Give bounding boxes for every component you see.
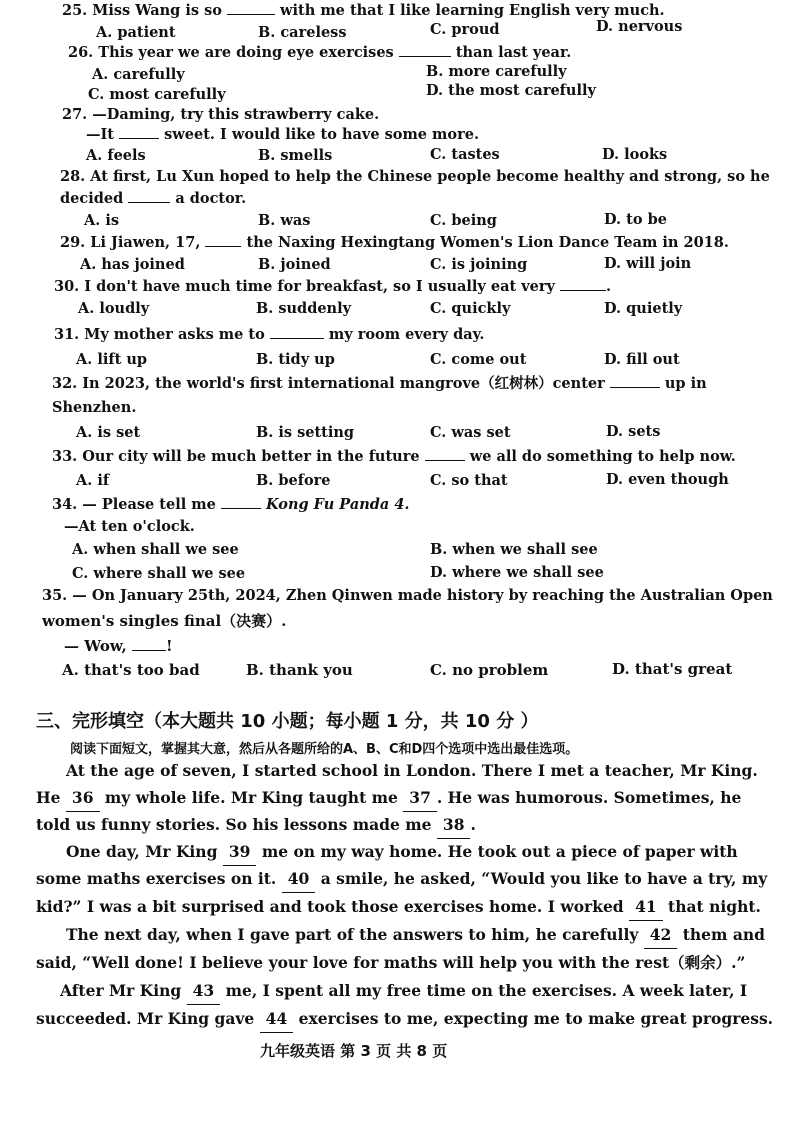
q32-stem-b: up in bbox=[664, 375, 707, 392]
q35-option-a: A. that's too bad bbox=[62, 661, 200, 679]
q29-option-c: C. is joining bbox=[430, 256, 528, 273]
q30-option-d: D. quietly bbox=[604, 300, 683, 317]
q28-stem-a: 28. At first, Lu Xun hoped to help the Chinese people become healthy and strong, so he bbox=[60, 168, 770, 185]
q33-option-b: B. before bbox=[256, 472, 331, 489]
q30-option-b: B. suddenly bbox=[256, 300, 352, 317]
q28-stem-b1: decided bbox=[60, 190, 124, 207]
q25-blank bbox=[227, 2, 275, 15]
q28-option-c: C. being bbox=[430, 212, 497, 229]
passage-text: me on my way home. He took out a piece of paper with bbox=[261, 842, 738, 861]
q31-option-b: B. tidy up bbox=[256, 351, 335, 368]
q35-option-c: C. no problem bbox=[430, 661, 549, 679]
q33-option-a: A. if bbox=[76, 472, 110, 489]
passage-line-8: said, “Well done! I believe your love for maths will help you with the rest（剩余）.” bbox=[36, 953, 746, 972]
q35-option-d: D. that's great bbox=[612, 660, 733, 678]
q26-blank bbox=[399, 44, 451, 57]
passage-text: succeeded. Mr King gave bbox=[36, 1009, 255, 1028]
passage-line-4 bbox=[66, 839, 738, 866]
q31-option-a: A. lift up bbox=[76, 351, 148, 368]
passage-text: a smile, he asked, “Would you like to have a try, my bbox=[320, 869, 768, 888]
passage-text: told us funny stories. So his lessons made me bbox=[36, 815, 432, 834]
q26-option-b: B. more carefully bbox=[426, 63, 567, 80]
q35-stem-c1: — Wow, bbox=[64, 637, 127, 655]
q29-stem bbox=[60, 234, 729, 252]
section-title: 三、完形填空（本大题共 10 小题；每小题 1 分，共 10 分 ） bbox=[36, 711, 539, 732]
page-footer: 九年级英语 第 3 页 共 8 页 bbox=[260, 1042, 448, 1060]
q25-stem-b: with me that I like learning English very much. bbox=[280, 2, 665, 19]
q32-option-a: A. is set bbox=[76, 424, 141, 441]
q28-option-a: A. is bbox=[84, 212, 120, 229]
passage-text: . bbox=[470, 815, 476, 834]
q35-stem-c2: ! bbox=[166, 637, 173, 655]
q35-option-b: B. thank you bbox=[246, 661, 353, 679]
q34-stem-a: 34. — Please tell me bbox=[52, 496, 216, 513]
q28-option-b: B. was bbox=[258, 212, 311, 229]
passage-line-9 bbox=[60, 978, 747, 1005]
passage-line-1: At the age of seven, I started school in London. There I met a teacher, Mr King. bbox=[66, 761, 758, 780]
q32-stem-a bbox=[52, 375, 707, 393]
q29-option-a: A. has joined bbox=[80, 256, 185, 273]
q29-option-b: B. joined bbox=[258, 256, 331, 273]
q26-option-d: D. the most carefully bbox=[426, 82, 596, 99]
q35-blank bbox=[132, 638, 166, 651]
q35-stem-c bbox=[64, 637, 173, 655]
passage-text: After Mr King bbox=[60, 981, 182, 1000]
q34-option-a: A. when shall we see bbox=[72, 541, 239, 558]
q27-stem-b bbox=[86, 126, 479, 144]
passage-line-3 bbox=[36, 812, 476, 839]
passage-text: my whole life. Mr King taught me bbox=[104, 788, 398, 807]
q31-option-c: C. come out bbox=[430, 351, 527, 368]
q29-stem-b: the Naxing Hexingtang Women's Lion Dance Team in 2018. bbox=[246, 234, 729, 251]
q29-option-d: D. will join bbox=[604, 255, 692, 272]
q31-stem-a: 31. My mother asks me to bbox=[54, 326, 265, 343]
blank-40: 40 bbox=[282, 866, 316, 893]
q30-stem-b: . bbox=[606, 278, 612, 295]
passage-text: . He was humorous. Sometimes, he bbox=[436, 788, 742, 807]
q35-stem-a: 35. — On January 25th, 2024, Zhen Qinwen made history by reaching the Australian Open bbox=[42, 587, 773, 604]
passage-text: me, I spent all my free time on the exercises. A week later, I bbox=[225, 981, 748, 1000]
blank-44: 44 bbox=[260, 1006, 294, 1033]
q32-option-b: B. is setting bbox=[256, 424, 355, 441]
q25-stem bbox=[62, 2, 665, 20]
q33-blank bbox=[425, 448, 465, 461]
q33-stem-a: 33. Our city will be much better in the future bbox=[52, 448, 420, 465]
q26-option-c: C. most carefully bbox=[88, 86, 226, 103]
passage-text: The next day, when I gave part of the answers to him, he carefully bbox=[66, 925, 639, 944]
q34-option-b: B. when we shall see bbox=[430, 541, 598, 558]
blank-43: 43 bbox=[187, 978, 221, 1005]
q33-stem bbox=[52, 448, 736, 466]
blank-38: 38 bbox=[437, 812, 471, 839]
q30-stem bbox=[54, 278, 611, 296]
q28-blank bbox=[128, 190, 170, 203]
q27-stem-b2: sweet. I would like to have some more. bbox=[164, 126, 479, 143]
q35-stem-b: women's singles final（决赛）. bbox=[42, 612, 287, 630]
q27-option-b: B. smells bbox=[258, 147, 333, 164]
passage-line-2 bbox=[36, 785, 741, 812]
q25-stem-a: 25. Miss Wang is so bbox=[62, 2, 222, 19]
q34-option-d: D. where we shall see bbox=[430, 564, 604, 581]
passage-line-7 bbox=[66, 922, 765, 949]
q28-option-d: D. to be bbox=[604, 211, 667, 228]
q27-stem-a: 27. —Daming, try this strawberry cake. bbox=[62, 106, 380, 123]
q34-film-title: Kong Fu Panda 4. bbox=[265, 496, 410, 513]
q31-stem-b: my room every day. bbox=[328, 326, 485, 343]
q27-blank bbox=[119, 126, 159, 139]
q30-stem-a: 30. I don't have much time for breakfast, so I usually eat very bbox=[54, 278, 555, 295]
q26-stem bbox=[68, 44, 571, 62]
section-instruction: 阅读下面短文，掌握其大意，然后从各题所给的A、B、C和D四个选项中选出最佳选项。 bbox=[70, 742, 579, 757]
passage-text: He bbox=[36, 788, 61, 807]
passage-line-6 bbox=[36, 894, 761, 921]
passage-line-10 bbox=[36, 1006, 773, 1033]
q26-stem-b: than last year. bbox=[455, 44, 572, 61]
q33-option-d: D. even though bbox=[606, 471, 729, 488]
q27-option-a: A. feels bbox=[86, 147, 146, 164]
q31-blank bbox=[270, 326, 324, 339]
q33-option-c: C. so that bbox=[430, 472, 508, 489]
blank-39: 39 bbox=[223, 839, 257, 866]
q34-option-c: C. where shall we see bbox=[72, 565, 246, 582]
passage-text: them and bbox=[682, 925, 765, 944]
passage-text: kid?” I was a bit surprised and took those exercises home. I worked bbox=[36, 897, 624, 916]
q31-stem bbox=[54, 326, 484, 344]
passage-text: some maths exercises on it. bbox=[36, 869, 277, 888]
blank-37: 37 bbox=[403, 785, 437, 812]
q26-stem-a: 26. This year we are doing eye exercises bbox=[68, 44, 394, 61]
q33-stem-b: we all do something to help now. bbox=[469, 448, 736, 465]
blank-41: 41 bbox=[629, 894, 663, 921]
q25-option-b: B. careless bbox=[258, 24, 347, 41]
q31-option-d: D. fill out bbox=[604, 351, 680, 368]
q32-option-c: C. was set bbox=[430, 424, 511, 441]
q30-option-a: A. loudly bbox=[78, 300, 150, 317]
q27-stem-b1: —It bbox=[86, 126, 114, 143]
q26-option-a: A. carefully bbox=[92, 66, 185, 83]
q34-blank bbox=[221, 496, 261, 509]
q28-stem-b2: a doctor. bbox=[175, 190, 247, 207]
blank-42: 42 bbox=[644, 922, 678, 949]
q27-option-c: C. tastes bbox=[430, 146, 500, 163]
passage-text: that night. bbox=[668, 897, 761, 916]
q32-stem-c: Shenzhen. bbox=[52, 399, 137, 416]
passage-line-5 bbox=[36, 866, 767, 893]
q32-option-d: D. sets bbox=[606, 423, 661, 440]
q28-stem-b bbox=[60, 190, 246, 208]
q30-option-c: C. quickly bbox=[430, 300, 511, 317]
q25-option-a: A. patient bbox=[96, 24, 176, 41]
q25-option-c: C. proud bbox=[430, 21, 500, 38]
blank-36: 36 bbox=[66, 785, 100, 812]
q30-blank bbox=[560, 278, 606, 291]
q27-option-d: D. looks bbox=[602, 146, 668, 163]
q32-blank bbox=[610, 375, 660, 388]
q34-stem bbox=[52, 496, 409, 514]
q34-answer-line: —At ten o'clock. bbox=[64, 518, 195, 535]
q25-option-d: D. nervous bbox=[596, 18, 683, 35]
passage-text: exercises to me, expecting me to make great progress. bbox=[298, 1009, 774, 1028]
q32-stem-a-text: 32. In 2023, the world's first international mangrove（红树林）center bbox=[52, 375, 605, 392]
q29-stem-a: 29. Li Jiawen, 17, bbox=[60, 234, 201, 251]
q29-blank bbox=[205, 234, 241, 247]
passage-text: One day, Mr King bbox=[66, 842, 218, 861]
